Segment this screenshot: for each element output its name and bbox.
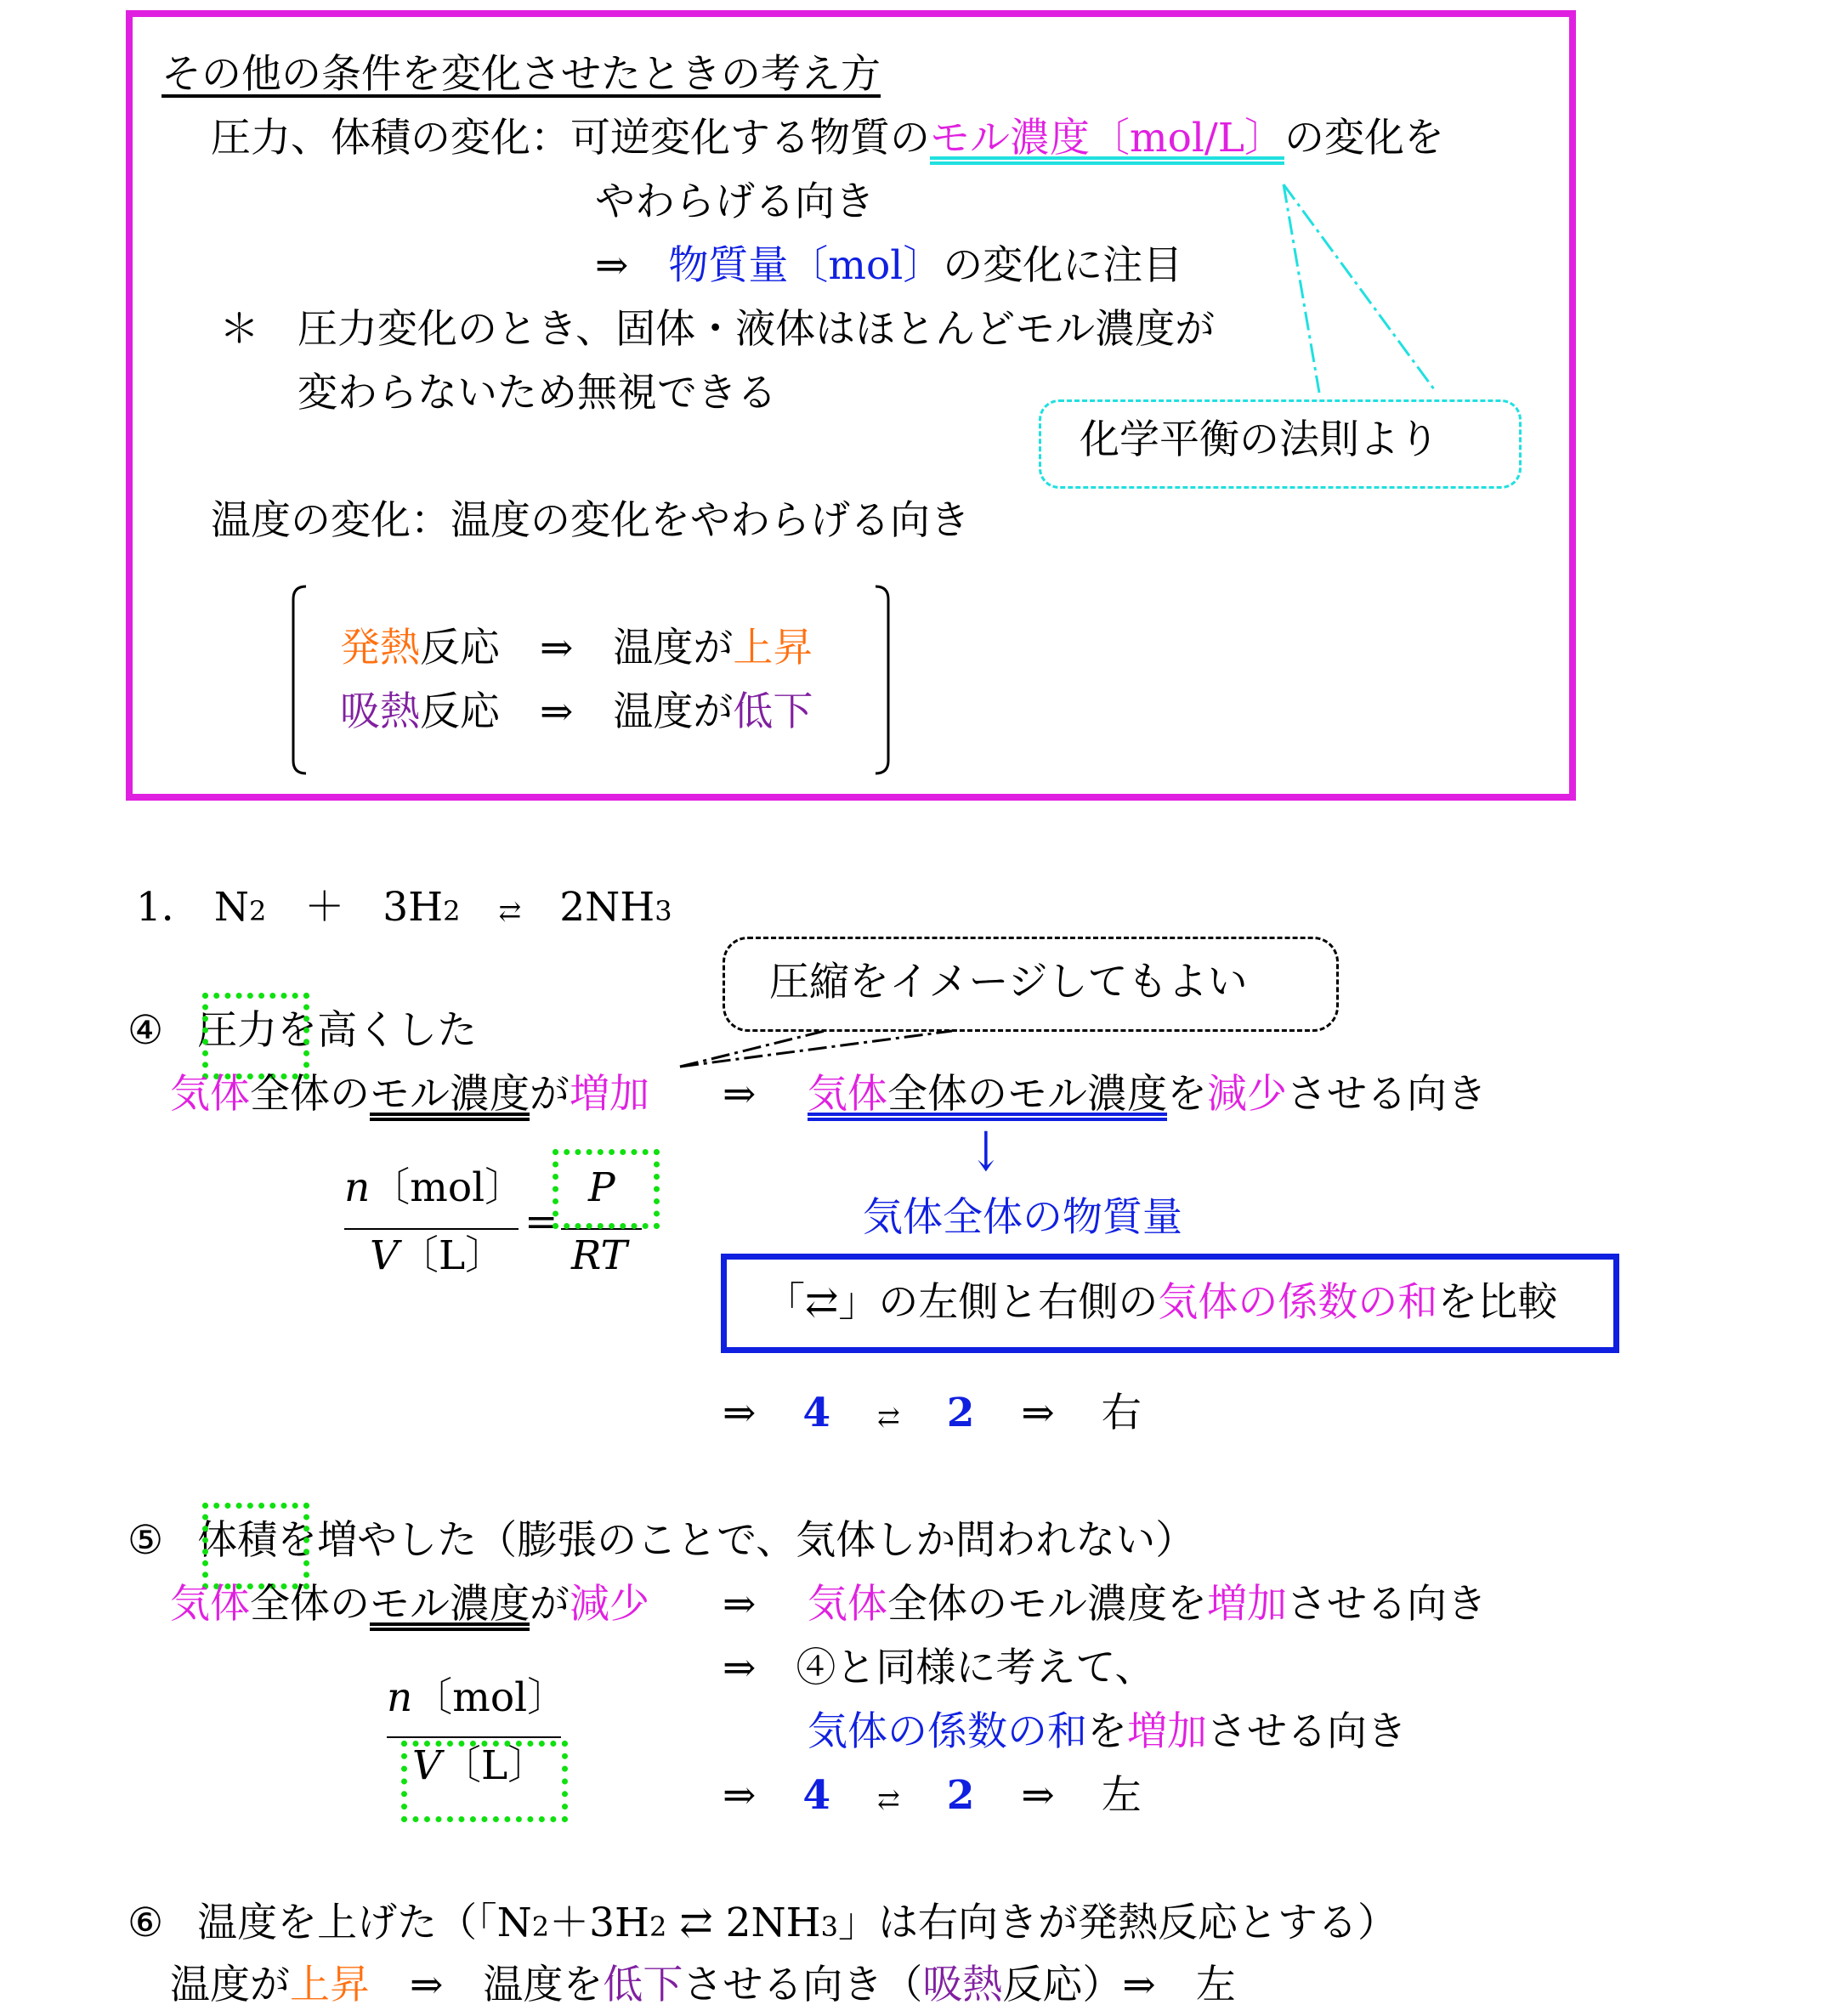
molar-concentration-term: モル濃度〔mol/L〕 bbox=[930, 115, 1284, 161]
v-symbol: V bbox=[370, 1232, 399, 1279]
item4-rest: を高くした bbox=[277, 1007, 478, 1054]
item6-heading bbox=[128, 1900, 1397, 1947]
pv-line3-text: の変化に注目 bbox=[943, 242, 1183, 289]
compare-text bbox=[765, 1279, 1557, 1327]
l-unit-2: 〔L〕 bbox=[440, 1742, 548, 1789]
item5-line4 bbox=[808, 1708, 1407, 1756]
compare-a: 「⇄」の左側と右側の bbox=[765, 1279, 1159, 1326]
box-title: その他の条件を変化させたときの考え方 bbox=[162, 51, 881, 98]
increase-term-3: 増加 bbox=[1127, 1708, 1207, 1755]
item5-line2 bbox=[170, 1581, 649, 1628]
item6-number: ⑥ bbox=[128, 1900, 164, 1946]
callout-text: 化学平衡の法則より bbox=[1080, 416, 1439, 463]
whole-molar-conc-2: 全体のモル濃度を bbox=[887, 1581, 1207, 1628]
exothermic-mid: 反応 ⇒ 温度が bbox=[420, 625, 734, 671]
gas-term: 気体 bbox=[170, 1071, 250, 1118]
right-sum-2: 2 bbox=[946, 1772, 975, 1819]
p-highlight bbox=[553, 1149, 660, 1229]
c5-arrow2: ⇒ bbox=[1021, 1772, 1055, 1819]
right-sum: 2 bbox=[946, 1390, 975, 1436]
i6-e: ⇄ 2NH bbox=[666, 1900, 821, 1946]
direction-text-2: させる向き bbox=[1287, 1581, 1487, 1628]
direction-text: させる向き bbox=[1287, 1071, 1487, 1118]
i6-f: 3 bbox=[820, 1911, 839, 1943]
down-arrow: ↓ bbox=[970, 1121, 1002, 1184]
frac5-numerator bbox=[387, 1674, 567, 1722]
c-arrow1: ⇒ bbox=[723, 1390, 757, 1436]
v-symbol-2: V bbox=[412, 1742, 441, 1789]
question-number: 1． bbox=[136, 884, 201, 931]
rise-term: 上昇 bbox=[733, 625, 813, 671]
note-line1: 圧力変化のとき、固体・液体はほとんどモル濃度が bbox=[298, 306, 1216, 353]
i6-l2e: させる向き（ bbox=[683, 1962, 923, 2008]
i6-l2c: ⇒ 温度を bbox=[370, 1962, 604, 2008]
i6-l2a: 温度が bbox=[170, 1962, 290, 2008]
note-mark: ＊ bbox=[219, 306, 259, 353]
equals-sign: = bbox=[524, 1198, 558, 1245]
i6-fall: 低下 bbox=[603, 1962, 683, 2008]
pv-text-a: 可逆変化する物質の bbox=[570, 115, 930, 161]
c-eq: ⇄ bbox=[877, 1401, 900, 1433]
whole-of-2: 全体の bbox=[250, 1581, 370, 1628]
item5-line3: ⇒ ④と同様に考えて、 bbox=[723, 1645, 1155, 1691]
pv-label: 圧力、体積の変化： bbox=[211, 115, 570, 161]
volume-key: 体積 bbox=[197, 1517, 278, 1564]
item4-arrow: ⇒ bbox=[723, 1071, 757, 1118]
note-line2: 変わらないため無視できる bbox=[298, 370, 777, 416]
pressure-highlight bbox=[202, 993, 309, 1079]
ga: が bbox=[530, 1071, 570, 1118]
direction-text-3: させる向き bbox=[1207, 1708, 1407, 1755]
pv-line2: やわらげる向き bbox=[595, 178, 875, 225]
i6-a: 温度を上げた（「N bbox=[197, 1900, 532, 1946]
i6-g: 」は右向きが発熱反応とする） bbox=[838, 1900, 1398, 1946]
gas-term-4: 気体 bbox=[808, 1581, 887, 1628]
wo: を bbox=[1167, 1071, 1207, 1118]
i6-d: 2 bbox=[649, 1911, 667, 1943]
c-arrow2: ⇒ bbox=[1021, 1390, 1055, 1436]
item4-number: ④ bbox=[128, 1007, 164, 1054]
n-symbol-2: n bbox=[387, 1674, 413, 1721]
c5-eq: ⇄ bbox=[877, 1783, 900, 1815]
item5-result bbox=[808, 1581, 1487, 1628]
pv-text-c: の変化を bbox=[1284, 115, 1444, 161]
increase-term: 増加 bbox=[570, 1071, 649, 1118]
endothermic-mid: 反応 ⇒ 温度が bbox=[420, 688, 734, 735]
rt-symbol: RT bbox=[571, 1232, 627, 1279]
bubble-text: 圧縮をイメージしてもよい bbox=[769, 959, 1248, 1005]
gas-term-3: 気体 bbox=[170, 1581, 250, 1628]
i6-rise: 上昇 bbox=[290, 1962, 370, 2008]
equilibrium-arrow: ⇄ bbox=[498, 895, 522, 927]
gas-coefficient-sum: 気体の係数の和 bbox=[1158, 1279, 1438, 1326]
molar-conc: モル濃度 bbox=[370, 1071, 530, 1118]
left-sum: 4 bbox=[802, 1390, 831, 1436]
temp-text: 温度の変化をやわらげる向き bbox=[451, 497, 970, 544]
direction-right: 右 bbox=[1101, 1390, 1142, 1436]
v-highlight bbox=[401, 1741, 568, 1822]
i6-c: ＋3H bbox=[549, 1900, 650, 1946]
ga-2: が bbox=[530, 1581, 570, 1628]
pv-line3-arrow: ⇒ bbox=[595, 242, 669, 289]
item4-line2 bbox=[170, 1071, 649, 1118]
pressure-key: 圧力 bbox=[197, 1007, 278, 1054]
item6-line2 bbox=[170, 1962, 1236, 2009]
mol-unit: 〔mol〕 bbox=[370, 1164, 525, 1211]
left-sum-2: 4 bbox=[802, 1772, 831, 1819]
item4-conclusion bbox=[723, 1390, 1142, 1437]
direction-left: 左 bbox=[1101, 1772, 1142, 1819]
item5-arrow: ⇒ bbox=[723, 1581, 757, 1628]
volume-highlight bbox=[202, 1503, 309, 1589]
i6-endo: 吸熱 bbox=[922, 1962, 1003, 2008]
exothermic-term: 発熱 bbox=[340, 625, 420, 671]
amount-of-substance-term: 物質量〔mol〕 bbox=[668, 242, 944, 289]
item5-conclusion bbox=[723, 1772, 1142, 1820]
p-symbol: P bbox=[588, 1164, 615, 1211]
whole-molar-conc: 全体のモル濃度 bbox=[887, 1071, 1167, 1118]
i6-b: 2 bbox=[531, 1911, 550, 1943]
n-symbol: n bbox=[344, 1164, 371, 1211]
i6-l2g: 反応）⇒ 左 bbox=[1002, 1962, 1236, 2008]
fraction-bar-1 bbox=[344, 1228, 519, 1230]
l-unit: 〔L〕 bbox=[398, 1232, 506, 1279]
c5-arrow1: ⇒ bbox=[723, 1772, 757, 1819]
decrease-term-2: 減少 bbox=[570, 1581, 649, 1628]
fall-term: 低下 bbox=[733, 688, 813, 735]
item4-result bbox=[808, 1071, 1487, 1118]
compare-c: を比較 bbox=[1437, 1279, 1558, 1326]
mol-unit-2: 〔mol〕 bbox=[412, 1674, 568, 1721]
wo-2: を bbox=[1087, 1708, 1127, 1755]
fraction-bar-3 bbox=[387, 1736, 561, 1738]
molar-conc-2: モル濃度 bbox=[370, 1581, 530, 1628]
item5-number: ⑤ bbox=[128, 1517, 164, 1564]
frac-denominator bbox=[370, 1232, 505, 1280]
gas-term-2: 気体 bbox=[808, 1071, 887, 1118]
h2-sub: 2 bbox=[443, 895, 461, 927]
gas-total-amount: 気体全体の物質量 bbox=[863, 1194, 1182, 1241]
plus: ＋ bbox=[304, 884, 345, 931]
increase-term-2: 増加 bbox=[1207, 1581, 1287, 1628]
nh3-sub: 3 bbox=[655, 895, 672, 927]
n2: N bbox=[213, 884, 249, 931]
frac-numerator bbox=[344, 1164, 524, 1212]
item5-rest: を増やした（膨張のことで、気体しか問われない） bbox=[277, 1517, 1196, 1564]
gas-coefficient-sum-2: 気体の係数の和 bbox=[808, 1708, 1087, 1755]
endothermic-term: 吸熱 bbox=[340, 688, 420, 735]
decrease-term: 減少 bbox=[1207, 1071, 1287, 1118]
whole-of: 全体の bbox=[250, 1071, 370, 1118]
temp-label: 温度の変化： bbox=[211, 497, 451, 544]
nh3: 2NH bbox=[559, 884, 655, 931]
h2: 3H bbox=[383, 884, 444, 931]
n2-sub: 2 bbox=[248, 895, 267, 927]
